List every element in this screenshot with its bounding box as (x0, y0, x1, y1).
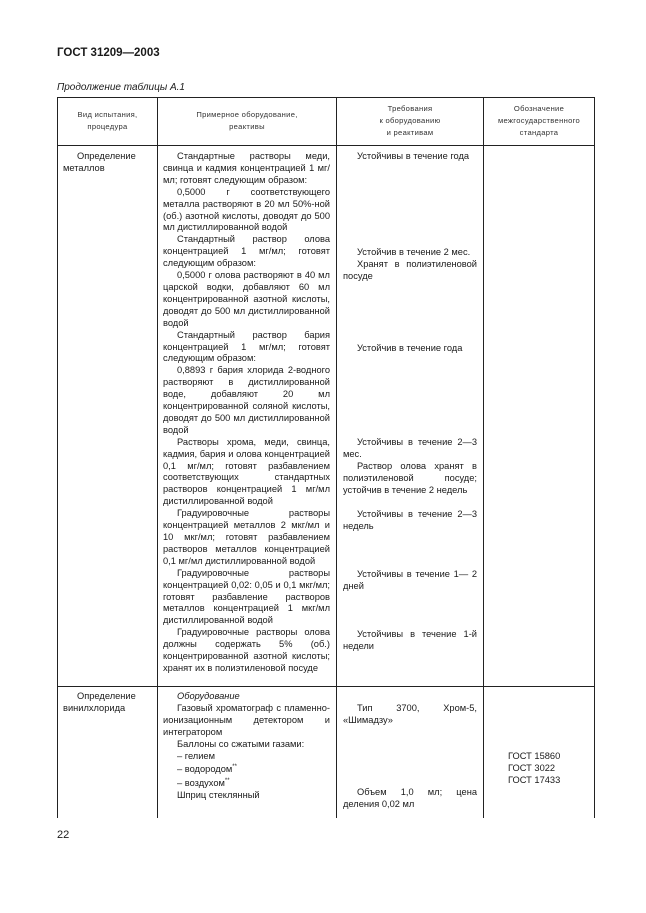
equipment-list-item-text: – водородом (177, 764, 233, 775)
row2-test-name: Определение винилхлорида (63, 691, 136, 713)
table-continuation-caption: Продолжение таблицы А.1 (57, 82, 185, 93)
requirement-text: Устойчивы в течение 1— 2 дней (343, 569, 477, 591)
table (57, 97, 594, 818)
equipment-paragraph: Шприц стеклянный (177, 790, 260, 801)
equipment-list-item (163, 762, 330, 776)
equipment-heading: Оборудование (177, 691, 240, 701)
column-header-line: Обозначение (513, 104, 565, 113)
footnote-mark: ** (232, 764, 237, 771)
requirement-text: Устойчивы в течение 2—3 недель (343, 509, 477, 531)
equipment-paragraph: Градуировочные растворы концентрацией металлов 2 мкг/мл и 10 мкг/мл; готовят разбавлением растворов металлов концентрацией 0,1 мг/мл дистиллированной водой (163, 508, 330, 566)
requirement-text: Устойчивы в течение 1-й недели (343, 629, 477, 651)
row2-standards (490, 751, 590, 787)
page-number: 22 (57, 829, 70, 841)
equipment-paragraph: 0,5000 г олова растворяют в 40 мл царской водки, добавляют 60 мл концентрированной азотной кислоты, доводят до 500 мл дистиллированной водой (163, 270, 330, 328)
table-top-border (57, 97, 594, 98)
table-left-border (57, 97, 58, 818)
requirement-text: Хранят в полиэтиленовой посуде (343, 259, 477, 281)
row-divider (57, 686, 594, 687)
row1-test-name: Определение металлов (63, 151, 136, 173)
header-bottom-border (57, 145, 594, 146)
requirement-text: Устойчив в течение 2 мес. (357, 247, 471, 257)
column-divider (157, 97, 158, 818)
column-divider (336, 97, 337, 818)
column-header-line: межгосударственного (497, 116, 581, 125)
requirement-text: Устойчивы в течение года (357, 151, 470, 161)
equipment-paragraph: 0,8893 г бария хлорида 2-водного растворяют в дистиллированной воде, добавляют 20 мл концентрированной соляной кислоты, доводят до 500 мл дистиллированной водой (163, 365, 330, 435)
column-header-line: стандарта (519, 128, 559, 137)
row2-equipment (163, 691, 330, 802)
column-header-line: процедура (87, 122, 128, 131)
equipment-list-item: – гелием (177, 750, 215, 761)
column-header-line: и реактивам (386, 128, 434, 137)
equipment-paragraph: Газовый хроматограф с пламенно-ионизационным детектором и интегратором (163, 702, 330, 737)
requirement-text: Тип 3700, Хром-5, «Шимадзу» (343, 703, 477, 725)
column-header-line: к оборудованию (379, 116, 441, 125)
row1-equipment (163, 151, 330, 675)
footnote-mark: ** (224, 778, 230, 785)
column-header-equipment (158, 109, 336, 133)
equipment-paragraph: Градуировочные растворы концентрацией 0,02: 0,05 и 0,1 мкг/мл; готовят разбавление растворов металлов концентрацией 1 мкг/мл дистиллированной водой (163, 567, 330, 626)
column-header-requirements (337, 103, 483, 139)
standard-designation: ГОСТ 3022 (508, 762, 556, 773)
standard-designation: ГОСТ 15860 (508, 751, 561, 761)
equipment-paragraph: Растворы хрома, меди, свинца, кадмия, бария и олова концентрацией 0,1 мг/мл; готовят разбавлением соответствующих стандартных растворов концентрацией 1 мг/мл дистиллированной водой (163, 436, 330, 507)
equipment-paragraph: Стандартные растворы меди, свинца и кадмия концентрацией 1 мг/мл; готовят следующим образом: (163, 151, 330, 185)
column-header-test (58, 109, 157, 133)
equipment-list-item (163, 776, 330, 790)
column-header-standard (484, 103, 594, 139)
column-header-line: Требования (387, 104, 433, 113)
equipment-paragraph: Стандартный раствор олова концентрацией 1 мг/мл; готовят следующим образом: (163, 234, 330, 269)
column-header-line: реактивы (229, 122, 265, 131)
equipment-paragraph: Градуировочные растворы олова должны содержать 5% (об.) концентрированной азотной кислоты; хранят их в полиэтиленовой посуде (163, 627, 330, 673)
column-header-line: Вид испытания, (77, 110, 138, 119)
requirement-text: Устойчив в течение года (357, 343, 463, 353)
equipment-paragraph: Баллоны со сжатыми газами: (177, 738, 305, 749)
equipment-list-item-text: – воздухом (177, 778, 225, 789)
column-header-line: Примерное оборудование, (196, 110, 298, 119)
requirement-text: Объем 1,0 мл; цена деления 0,02 мл (343, 787, 477, 809)
requirement-text: Раствор олова хранят в полиэтиленовой посуде; устойчив в течение 2 недель (343, 461, 477, 495)
equipment-paragraph: Стандартный раствор бария концентрацией 1 мг/мл; готовят следующим образом: (163, 329, 330, 364)
column-divider (483, 97, 484, 818)
equipment-paragraph: 0,5000 г соответствующего металла растворяют в 20 мл 50%-ной (об.) азотной кислоты, доводят до 500 мл дистиллированной водой (163, 186, 330, 233)
table-right-border (594, 97, 595, 818)
standard-designation: ГОСТ 17433 (508, 774, 561, 785)
document-header: ГОСТ 31209—2003 (57, 47, 160, 59)
requirement-text: Устойчивы в течение 2—3 мес. (343, 437, 477, 459)
